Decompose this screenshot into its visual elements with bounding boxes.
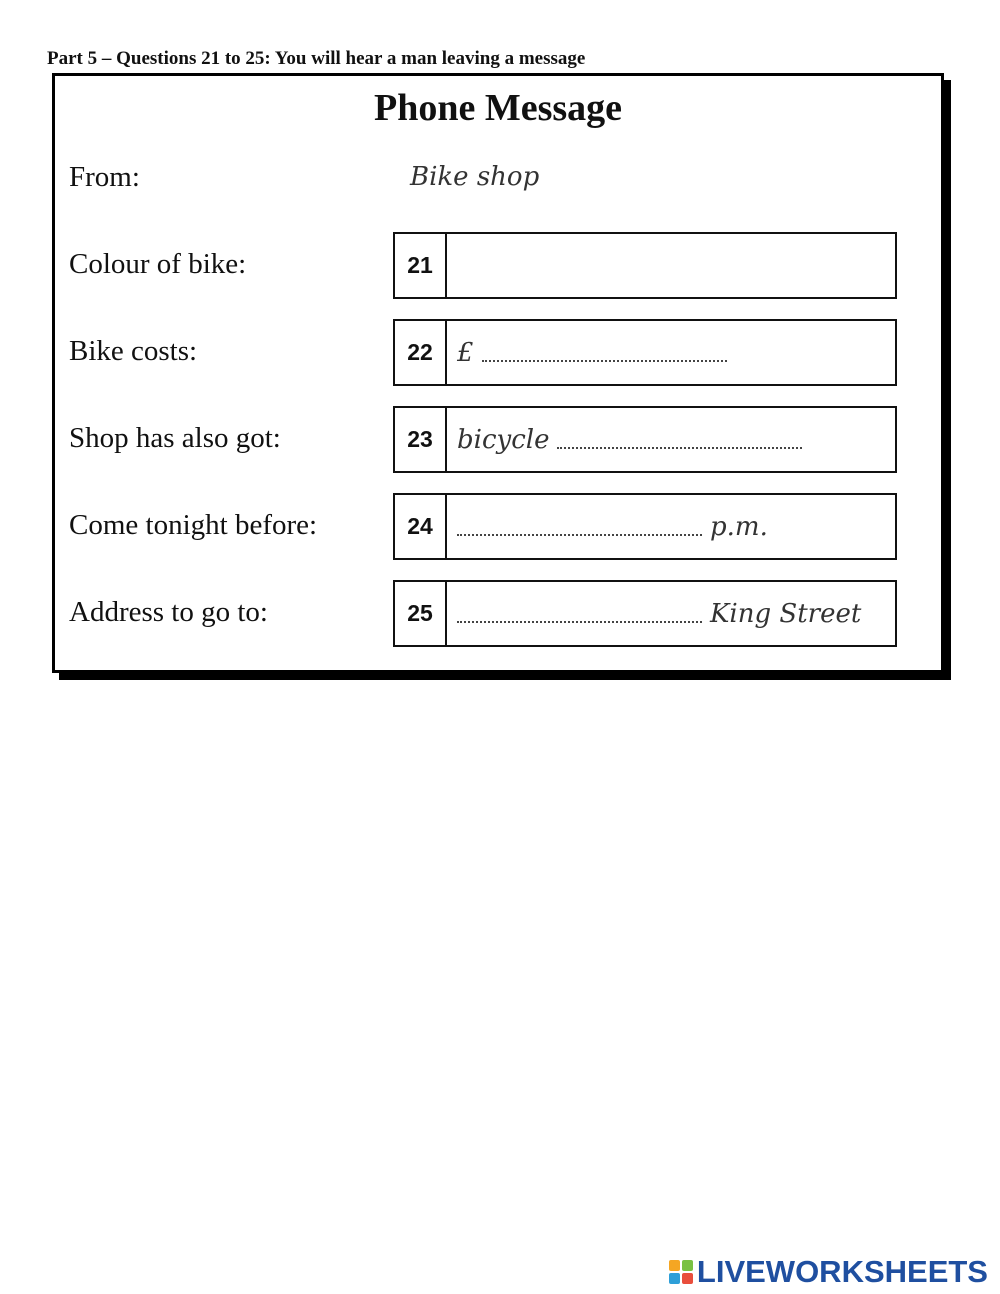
answer-field-21[interactable]	[447, 234, 895, 297]
question-number: 25	[395, 582, 447, 645]
question-number: 24	[395, 495, 447, 558]
dotted-line	[557, 431, 802, 449]
liveworksheets-brand[interactable]	[669, 1254, 988, 1290]
answer-field-24[interactable]	[447, 495, 895, 558]
row-label-cost: Bike costs:	[69, 335, 198, 367]
row-label-address: Address to go to:	[69, 596, 268, 628]
answer-box-22	[393, 319, 897, 386]
answer-box-21	[393, 232, 897, 299]
phone-message-card	[52, 73, 944, 673]
answer-box-23	[393, 406, 897, 473]
row-label-tonight: Come tonight before:	[69, 509, 318, 541]
answer-prefix: £	[457, 337, 474, 368]
answer-suffix: p.m.	[710, 511, 768, 542]
answer-box-24	[393, 493, 897, 560]
question-number: 23	[395, 408, 447, 471]
question-number: 22	[395, 321, 447, 384]
dotted-line	[482, 344, 727, 362]
answer-field-23[interactable]	[447, 408, 895, 471]
row-label-also-got: Shop has also got:	[69, 422, 281, 454]
row-label-colour: Colour of bike:	[69, 248, 247, 280]
question-number: 21	[395, 234, 447, 297]
card-title: Phone Message	[373, 87, 623, 129]
answer-suffix: King Street	[710, 598, 862, 629]
answer-box-25	[393, 580, 897, 647]
brand-name: LIVEWORKSHEETS	[696, 1254, 988, 1289]
dotted-line	[457, 605, 702, 623]
dotted-line	[457, 518, 702, 536]
answer-prefix: bicycle	[457, 424, 550, 455]
liveworksheets-logo-icon	[669, 1260, 693, 1284]
from-label: From:	[69, 161, 140, 193]
instruction-heading: Part 5 – Questions 21 to 25: You will hear a man leaving a message	[47, 48, 586, 69]
from-value: Bike shop	[410, 162, 540, 192]
answer-field-25[interactable]	[447, 582, 895, 645]
answer-field-22[interactable]	[447, 321, 895, 384]
